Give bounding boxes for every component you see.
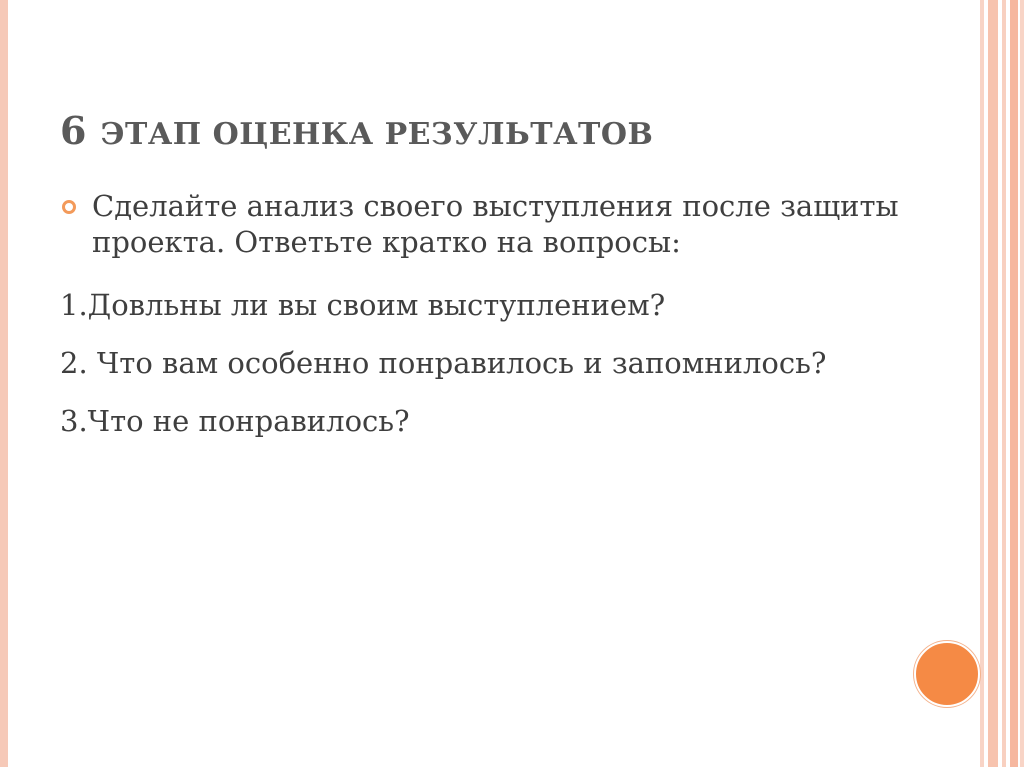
slide-content [60,188,940,461]
decorative-circle-icon [914,641,980,707]
stripe [988,0,998,767]
stripe [980,0,984,767]
bullet-item [60,188,940,261]
bullet-ring-icon [62,200,76,214]
title-text: ЭТАП ОЦЕНКА РЕЗУЛЬТАТОВ [100,117,654,152]
right-stripes [980,0,1024,767]
left-border [0,0,8,767]
slide-title [60,108,653,153]
title-number: 6 [60,108,101,153]
stripe [1002,0,1006,767]
question-1: 1.Довльны ли вы своим выступлением? [60,287,666,322]
question-3: 3.Что не понравилось? [60,404,410,438]
stripe [1020,0,1024,767]
bullet-text: Сделайте анализ своего выступления после защиты проекта. Ответьте кратко на вопросы: [92,189,899,260]
question-2: 2. Что вам особенно понравилось и запомнилось? [60,345,827,380]
stripe [1010,0,1018,767]
